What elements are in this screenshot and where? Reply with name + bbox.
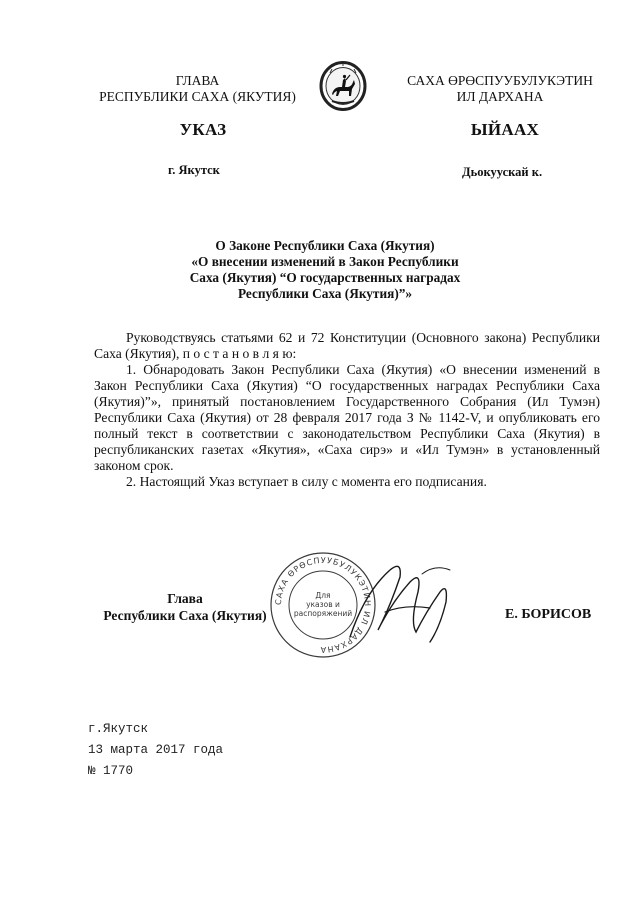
signatory-title-line2: Республики Саха (Якутия) [103, 608, 267, 623]
signatory-title-line1: Глава [167, 591, 203, 606]
doc-type-right: ЫЙААХ [470, 120, 540, 139]
signatory-title [90, 590, 280, 624]
header-right-line1: САХА ӨРӨСПУУБУЛУКЭТИН [407, 73, 593, 88]
footer-block [88, 719, 223, 782]
title-line2: «О внесении изменений в Закон Республики [191, 254, 459, 269]
footer-number: № 1770 [88, 764, 134, 778]
document-body [94, 330, 600, 490]
coat-of-arms-emblem [318, 60, 368, 112]
item-2-paragraph: 2. Настоящий Указ вступает в силу с момента его подписания. [126, 474, 487, 489]
header-left-line2: РЕСПУБЛИКИ САХА (ЯКУТИЯ) [99, 89, 296, 104]
title-line1: О Законе Республики Саха (Якутия) [215, 238, 435, 253]
city-left: г. Якутск [168, 163, 220, 177]
header-right-line2: ИЛ ДАРХАНА [456, 89, 544, 104]
doc-type-left: УКАЗ [179, 120, 227, 139]
stamp-inner-line1: Для [315, 591, 331, 600]
item-1-paragraph: 1. Обнародовать Закон Республики Саха (Якутия) «О внесении изменений в Закон Республики Саха (Якутия) “О государственных наградах Республики Саха (Якутия)”», принятый постановлением Государственного Собрания (Ил Тумэн) Республики Саха (Якутия) от 28 февраля 2017 года З № 1142-V, и опубликовать его полный текст в соответствии с законодательством Республики Саха (Якутия) в республиканских газетах «Якутия», «Саха сирэ» и «Ил Тумэн» в установленный законом срок. [94, 362, 600, 473]
title-line3: Саха (Якутия) “О государственных наградах [189, 270, 461, 285]
header-left [85, 73, 310, 105]
handwritten-signature [330, 552, 470, 652]
stamp-ring-text: САХА ӨРӨСПУУБУЛУКЭТИН ИЛ ДАРХАНА [273, 555, 373, 655]
header-right [375, 73, 625, 105]
stamp-inner-line2: указов и [306, 600, 340, 609]
intro-paragraph: Руководствуясь статьями 62 и 72 Конституции (Основного закона) Республики Саха (Якутия), п о с т а н о в л я ю: [94, 330, 600, 361]
city-right: Дьокуускай к. [462, 165, 543, 179]
title-line4: Республики Саха (Якутия)”» [237, 286, 413, 301]
stamp-inner-line3: распоряжений [293, 609, 353, 618]
header-left-line1: ГЛАВА [175, 73, 220, 88]
document-title [150, 238, 500, 302]
signatory-name: Е. БОРИСОВ [505, 607, 592, 622]
footer-city: г.Якутск [88, 722, 149, 736]
footer-date: 13 марта 2017 года [88, 743, 224, 757]
